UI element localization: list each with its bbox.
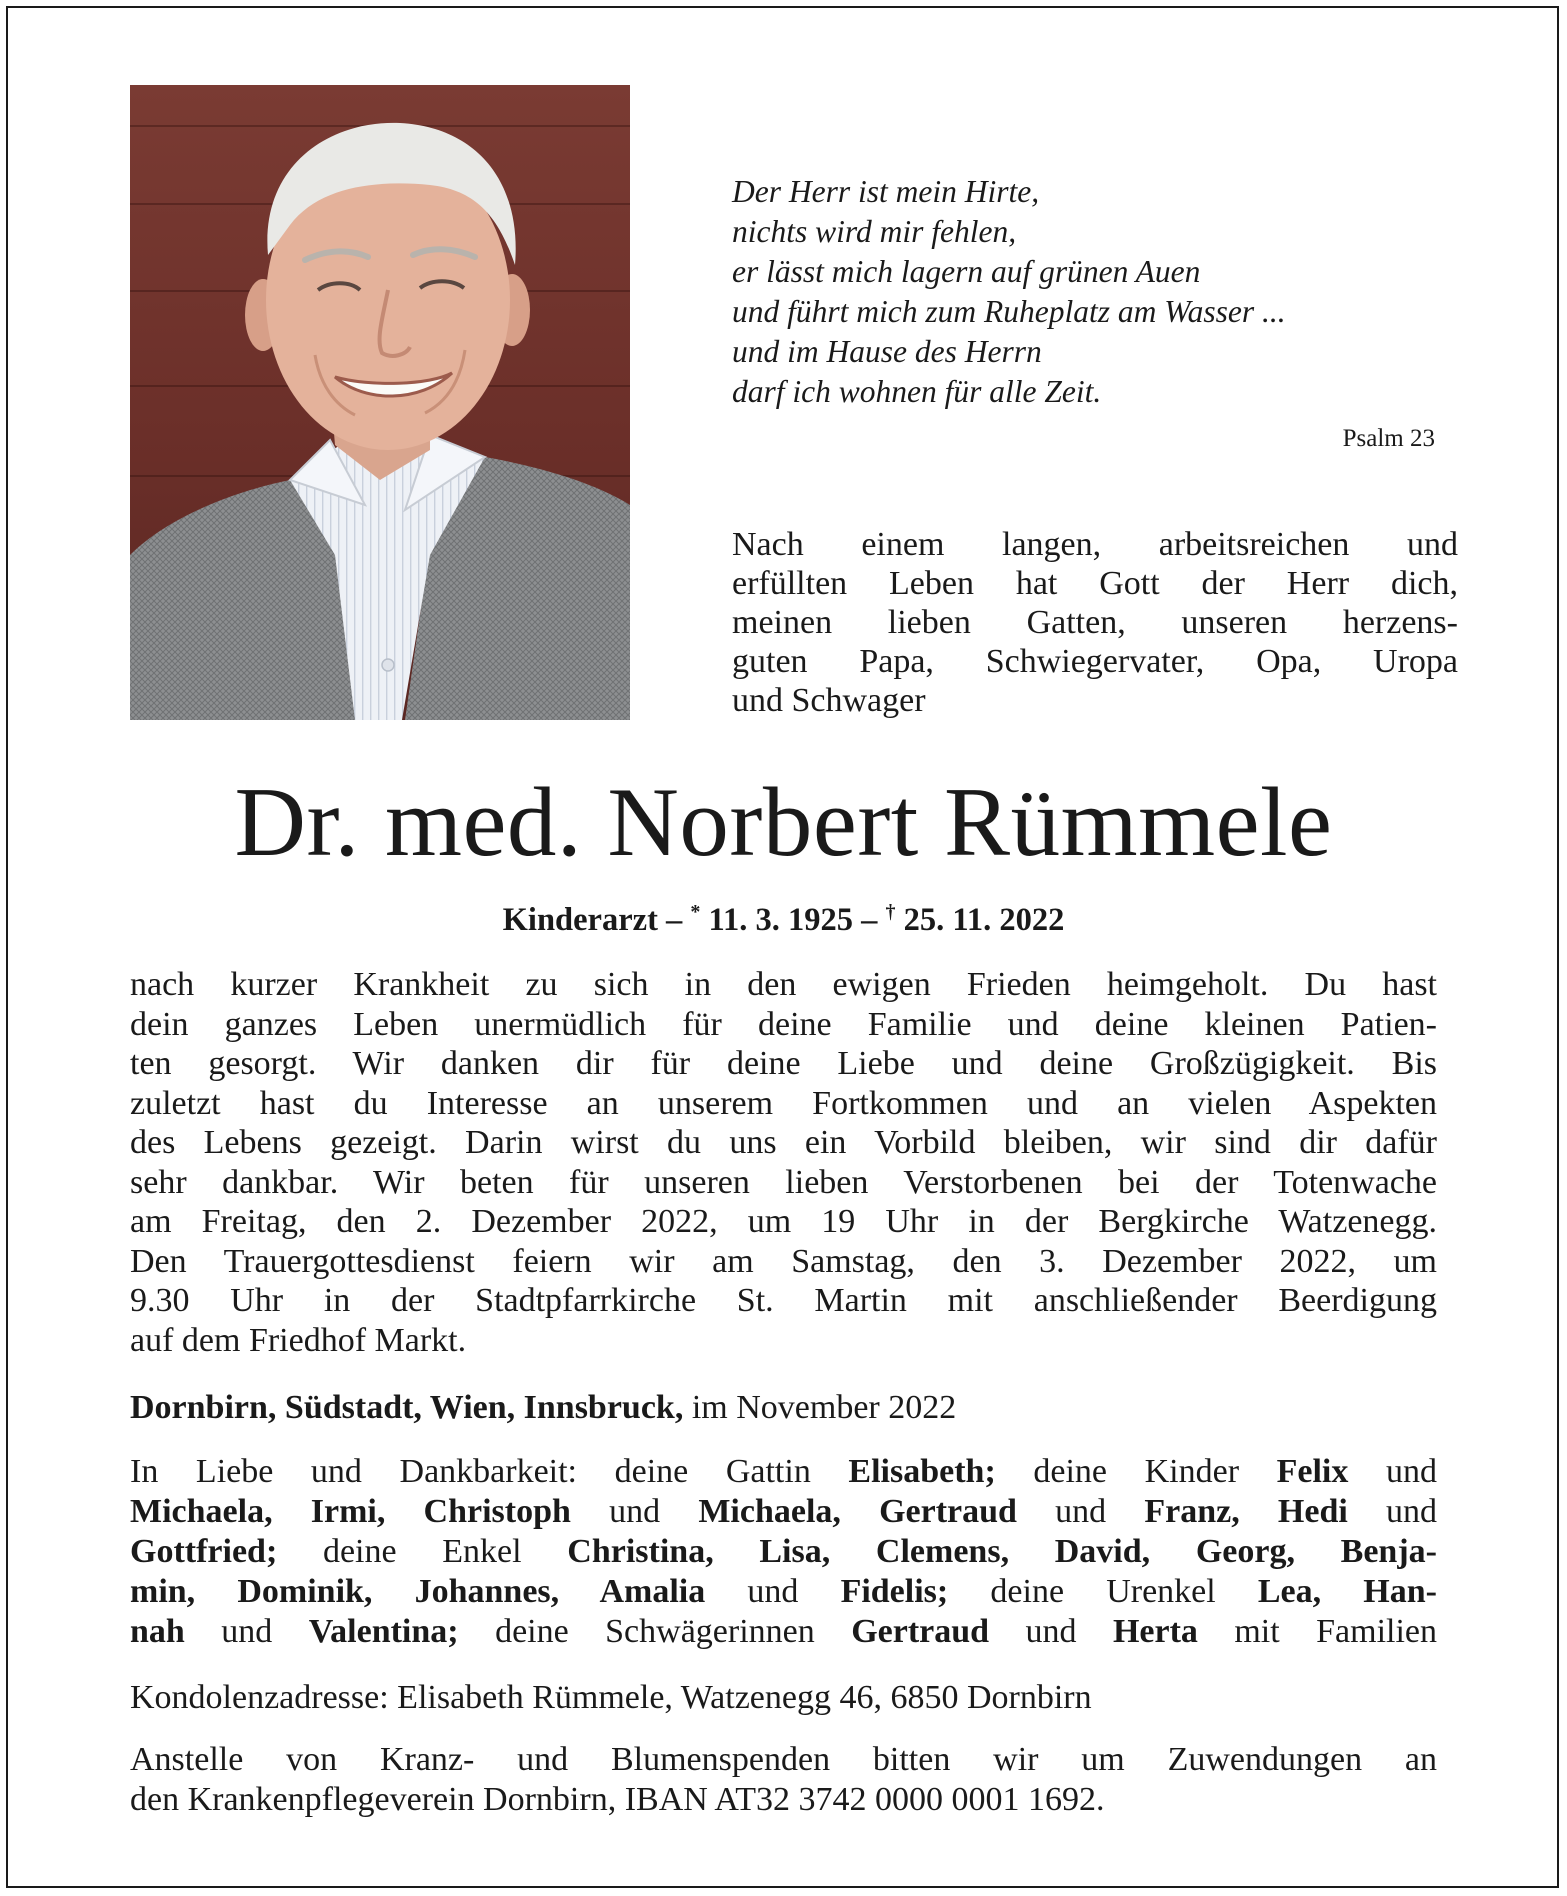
family-name: Lea, Han- bbox=[1257, 1573, 1437, 1610]
donation-line: Anstelle von Kranz- und Blumenspenden bitten wir um Zuwendungen an bbox=[130, 1741, 1437, 1778]
family-text: mit Familien bbox=[1197, 1613, 1438, 1650]
psalm-line: und im Hause des Herrn bbox=[732, 334, 1042, 369]
psalm-line: er lässt mich lagern auf grünen Auen bbox=[732, 254, 1201, 289]
body-line: dein ganzes Leben unermüdlich für deine Familie und deine kleinen Patien- bbox=[130, 1005, 1437, 1043]
family-line bbox=[130, 1612, 1437, 1652]
deceased-dates: Kinderarzt – * 11. 3. 1925 – † 25. 11. 2022 bbox=[502, 901, 1065, 938]
family-text: und bbox=[1016, 1493, 1145, 1530]
birth-date: 11. 3. 1925 bbox=[708, 902, 853, 938]
donation-line: den Krankenpflegeverein Dornbirn, IBAN AT32 3742 0000 0001 1692. bbox=[130, 1781, 1105, 1818]
family-text: In Liebe und Dankbarkeit: deine Gattin bbox=[130, 1453, 849, 1490]
family-line bbox=[130, 1572, 1437, 1612]
family-text: und bbox=[1348, 1453, 1437, 1490]
place-date: im November 2022 bbox=[691, 1389, 957, 1426]
family-name: Christina, Lisa, Clemens, David, Georg, Benja- bbox=[567, 1533, 1437, 1570]
birth-symbol: * bbox=[690, 901, 701, 923]
family-name: Valentina; bbox=[308, 1613, 459, 1650]
intro-line: guten Papa, Schwiegervater, Opa, Uropa bbox=[732, 643, 1458, 680]
family-name: Franz, Hedi bbox=[1144, 1493, 1348, 1530]
family-name: Gertraud bbox=[851, 1613, 990, 1650]
body-line: 9.30 Uhr in der Stadtpfarrkirche St. Martin mit anschließender Beerdigung bbox=[130, 1282, 1437, 1319]
family-name: Gottfried; bbox=[130, 1533, 278, 1570]
place-locations: Dornbirn, Südstadt, Wien, Innsbruck, bbox=[130, 1389, 684, 1426]
psalm-line: Der Herr ist mein Hirte, bbox=[732, 174, 1040, 209]
body-line: nach kurzer Krankheit zu sich in den ewigen Frieden heimgeholt. Du hast bbox=[130, 966, 1437, 1003]
family-name: Felix bbox=[1276, 1453, 1349, 1490]
psalm-line: und führt mich zum Ruheplatz am Wasser ... bbox=[732, 294, 1286, 329]
body-line: zuletzt hast du Interesse an unserem Fortkommen und an vielen Aspekten bbox=[130, 1084, 1437, 1122]
family-text: und bbox=[184, 1613, 309, 1650]
family-name: nah bbox=[130, 1613, 185, 1650]
body-line: Den Trauergottesdienst feiern wir am Samstag, den 3. Dezember 2022, um bbox=[130, 1242, 1437, 1280]
intro-line: Nach einem langen, arbeitsreichen und bbox=[732, 526, 1458, 563]
family-name: min, Dominik, Johannes, Amalia bbox=[130, 1573, 706, 1610]
family-line bbox=[130, 1492, 1437, 1532]
family-text: deine Kinder bbox=[995, 1453, 1277, 1490]
intro-line: und Schwager bbox=[732, 682, 926, 719]
family-text: und bbox=[1347, 1493, 1438, 1530]
family-text: deine Schwägerinnen bbox=[458, 1613, 852, 1650]
portrait-figure-icon bbox=[130, 85, 630, 720]
deceased-name: Dr. med. Norbert Rümmele bbox=[234, 768, 1333, 877]
family-line bbox=[130, 1532, 1437, 1572]
intro-line: erfüllten Leben hat Gott der Herr dich, bbox=[732, 565, 1458, 602]
body-line: auf dem Friedhof Markt. bbox=[130, 1321, 467, 1359]
body-line: sehr dankbar. Wir beten für unseren lieben Verstorbenen bei der Totenwache bbox=[130, 1163, 1437, 1201]
portrait-photo bbox=[130, 85, 630, 720]
family-text: und bbox=[705, 1573, 841, 1610]
family-text: und bbox=[989, 1613, 1113, 1650]
family-name: Elisabeth; bbox=[848, 1453, 996, 1490]
family-name: Fidelis; bbox=[840, 1573, 949, 1610]
family-name: Herta bbox=[1112, 1613, 1198, 1650]
place-date-line bbox=[130, 1388, 1437, 1428]
donation-note bbox=[130, 1740, 1437, 1820]
body-line: des Lebens gezeigt. Darin wirst du uns ein Vorbild bleiben, wir sind dir dafür bbox=[130, 1124, 1437, 1161]
psalm-quote bbox=[732, 172, 1432, 412]
intro-text bbox=[732, 525, 1458, 720]
family-text: deine Urenkel bbox=[948, 1573, 1258, 1610]
death-symbol: † bbox=[885, 901, 896, 923]
psalm-line: darf ich wohnen für alle Zeit. bbox=[732, 374, 1102, 409]
family-name: Michaela, Gertraud bbox=[698, 1493, 1017, 1530]
intro-line: meinen lieben Gatten, unseren herzens- bbox=[732, 604, 1458, 641]
psalm-source: Psalm 23 bbox=[1342, 425, 1435, 452]
family-list bbox=[130, 1452, 1437, 1652]
body-line: am Freitag, den 2. Dezember 2022, um 19 Uhr in der Bergkirche Watzenegg. bbox=[130, 1203, 1437, 1240]
condolence-address: Kondolenzadresse: Elisabeth Rümmele, Watzenegg 46, 6850 Dornbirn bbox=[130, 1679, 1092, 1716]
family-name: Michaela, Irmi, Christoph bbox=[130, 1493, 571, 1530]
family-text: und bbox=[570, 1493, 699, 1530]
death-date: 25. 11. 2022 bbox=[903, 902, 1065, 938]
profession: Kinderarzt bbox=[502, 902, 658, 938]
body-line: ten gesorgt. Wir danken dir für deine Liebe und deine Großzügigkeit. Bis bbox=[130, 1045, 1437, 1082]
psalm-line: nichts wird mir fehlen, bbox=[732, 214, 1017, 249]
main-text bbox=[130, 965, 1437, 1360]
family-line bbox=[130, 1452, 1437, 1492]
family-text: deine Enkel bbox=[277, 1533, 568, 1570]
